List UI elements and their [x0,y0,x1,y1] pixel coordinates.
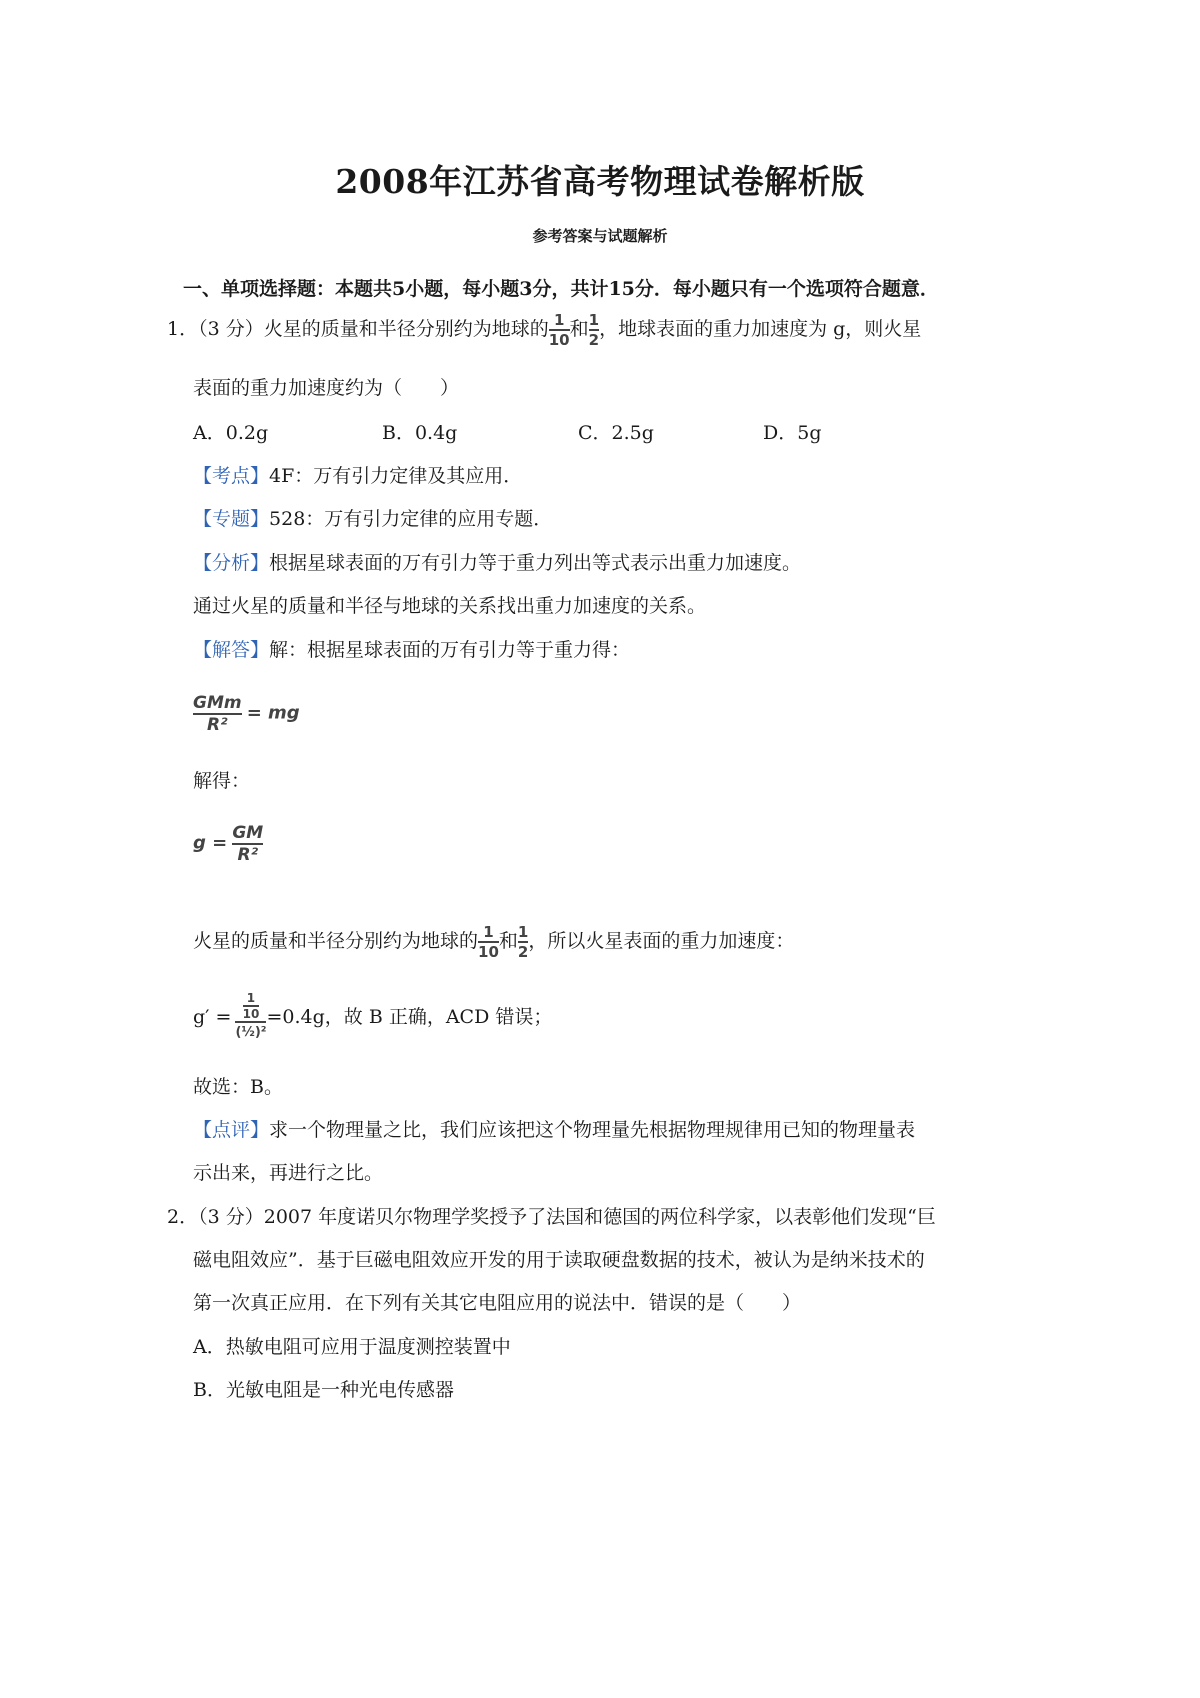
option-a: A．0.2g [193,422,269,444]
conjunction: 和 [569,318,589,340]
fenxi-line2: 通过火星的质量和半径与地球的关系找出重力加速度的关系。 [193,595,707,617]
option-d: D．5g [763,422,822,444]
q2-option-b: B．光敏电阻是一种光电传感器 [193,1379,454,1401]
q2-option-a: A．热敏电阻可应用于温度测控装置中 [193,1336,511,1358]
jieda-label: 【解答】 [193,639,270,661]
question-score: （3 分） [198,1206,264,1228]
stem-text: 火星的质量和半径分别约为地球的 [263,318,549,340]
equation-g-prime: g′ = $\frac{\frac{1}{10}}{\text{(½)²}}$ =0.4g，故 B 正确，ACD 错误； [193,991,553,1040]
zhuanti-label: 【专题】 [193,508,270,530]
eq3-inner-fraction: $\frac{1}{10}$ [242,991,260,1021]
stem-text: ，地球表面的重力加速度为 g，则火星 [599,318,922,340]
eq3-fraction: $\frac{\frac{1}{10}}{\text{(½)²}}$ [235,991,267,1040]
eq1-fraction: $\frac{\text{GMm}}{\text{R²}}$ [193,693,242,735]
page-title: 2008年江苏省高考物理试卷解析版 [335,162,865,201]
question-2-stem: 2．（3 分）2007 年度诺贝尔物理学奖授予了法国和德国的两位科学家，以表彰他们发现“巨 [167,1206,936,1228]
fenxi: 【分析】根据星球表面的万有引力等于重力列出等式表示出重力加速度。 [193,552,802,574]
equation-gravity: $\frac{\text{GMm}}{\text{R²}}$ = mg [193,693,300,735]
fraction-one-tenth: $\frac{1}{10}$ [478,923,499,961]
guxuan: 故选：B。 [193,1076,283,1098]
option-b: B．0.4g [382,422,458,444]
section-heading: 一、单项选择题：本题共5小题，每小题3分，共计15分．每小题只有一个选项符合题意． [183,278,939,300]
equation-g: g = $\frac{GM}{\text{R²}}$ [193,823,264,865]
page-subtitle: 参考答案与试题解析 [532,227,668,245]
question-1-stem-line2: 表面的重力加速度约为（ ） [193,377,460,399]
dianping-label: 【点评】 [193,1119,270,1141]
question-1-stem [167,312,921,348]
fraction-one-tenth: $\frac{1}{10}$ [548,311,570,349]
dianping: 【点评】求一个物理量之比，我们应该把这个物理量先根据物理规律用已知的物理量表 [193,1119,916,1141]
fraction-one-half: $\frac{1}{2}$ [588,311,600,349]
option-c: C．2.5g [578,422,654,444]
question-score: （3 分） [198,318,264,340]
jieda: 【解答】解：根据星球表面的万有引力等于重力得： [193,639,631,661]
ratio-line: 火星的质量和半径分别约为地球的 $\frac{1}{10}$ 和 $\frac{1}{2}$ ，所以火星表面的重力加速度： [193,923,795,961]
jiede: 解得： [193,770,251,792]
fenxi-label: 【分析】 [193,552,270,574]
fraction-one-half: $\frac{1}{2}$ [517,923,529,961]
kaodian: 【考点】4F：万有引力定律及其应用． [193,465,523,487]
dianping-line2: 示出来，再进行之比。 [193,1162,384,1184]
kaodian-label: 【考点】 [193,465,270,487]
eq2-fraction: $\frac{GM}{\text{R²}}$ [232,823,264,865]
question-2-line2: 磁电阻效应”．基于巨磁电阻效应开发的用于读取硬盘数据的技术，被认为是纳米技术的 [193,1249,925,1271]
question-number: 2． [167,1206,199,1228]
question-2-line3: 第一次真正应用．在下列有关其它电阻应用的说法中．错误的是（ ） [193,1292,802,1314]
question-number: 1． [167,318,199,340]
zhuanti: 【专题】528：万有引力定律的应用专题． [193,508,553,530]
